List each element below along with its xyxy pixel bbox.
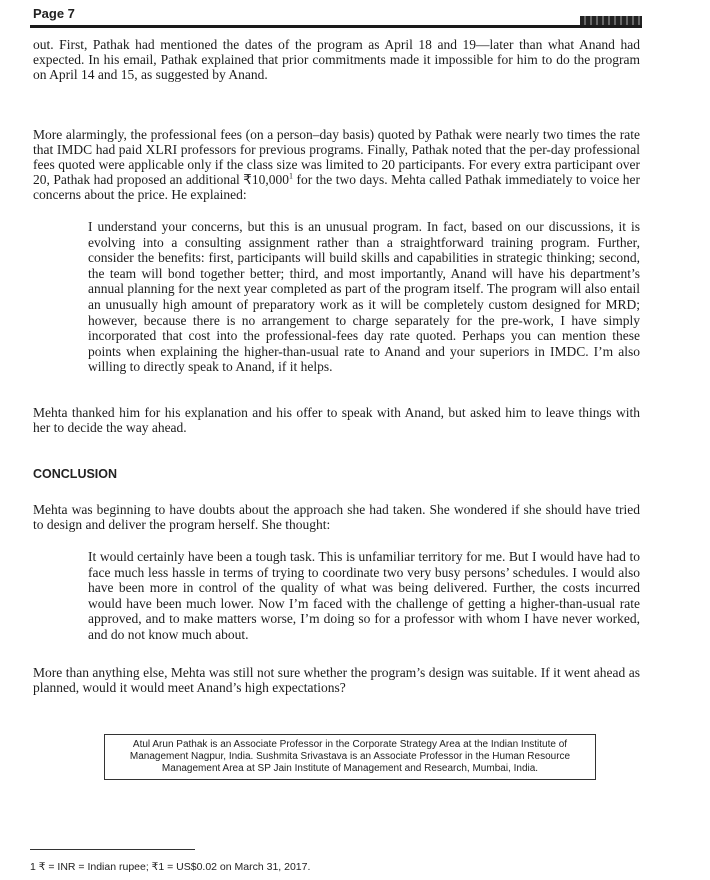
section-heading-conclusion: CONCLUSION	[33, 467, 118, 481]
paragraph-dates: out. First, Pathak had mentioned the dates of the program as April 18 and 19—later than what Anand had expected. In his email, Pathak explained that prior commitments made it impossible for him to do the program on April 14 and 15, as suggested by Anand.	[33, 37, 640, 82]
header-rule	[30, 25, 642, 28]
quote-pathak: I understand your concerns, but this is an unusual program. In fact, based on our discussions, it is evolving into a consulting assignment rather than a straightforward training program. Further, consider the benefits: first, participants will build skills and capabilities in strategic thinking; second, the team will bond together better; third, and most importantly, Anand will have his department’s annual planning for the next year completed as part of the program itself. The program will also entail an unusually high amount of preparatory work as it will be completely custom designed for MRD; however, because there is no arrangement to charge separately for the pre-work, I have simply incorporated that cost into the professional-fees day rate quoted. Perhaps you can mention these points when explaining the higher-than-usual rate to Anand and your superiors in IMDC. I’m also willing to directly speak to Anand, if it helps.	[88, 219, 640, 375]
paragraph-fees-text-end: for the two days. Mehta called Pathak immediately to voice her concerns about the price. He explained:	[33, 172, 640, 202]
paragraph-fees-text-start: More alarmingly, the professional fees (on a person–day basis) quoted by Pathak were nearly two times the rate that IMDC had paid XLRI professors for previous programs. Finally, Pathak noted that the per-day professional fees quoted were applicable only if the class size was limited to 20 participants. For every extra participant over 20, Pathak had proposed an additional ₹10,000	[33, 127, 640, 187]
footnote-rule	[30, 849, 195, 850]
paragraph-mehta-reply: Mehta thanked him for his explanation and his offer to speak with Anand, but asked him to leave things with her to decide the way ahead.	[33, 405, 640, 435]
footnote-reference: 1	[289, 171, 294, 181]
author-note-box: Atul Arun Pathak is an Associate Professor in the Corporate Strategy Area at the Indian Institute of Management Nagpur, India. Sushmita Srivastava is an Associate Professor in the Human Resource Management Area at SP Jain Institute of Management and Research, Mumbai, India.	[104, 734, 596, 780]
footnote-currency: 1 ₹ = INR = Indian rupee; ₹1 = US$0.02 on March 31, 2017.	[30, 861, 311, 873]
paragraph-doubts: Mehta was beginning to have doubts about the approach she had taken. She wondered if she should have tried to design and deliver the program herself. She thought:	[33, 502, 640, 532]
quote-mehta: It would certainly have been a tough task. This is unfamiliar territory for me. But I would have had to face much less hassle in terms of trying to coordinate two very busy persons’ schedules. I would also have been more in control of the quality of what was being delivered. Further, the costs incurred would have been much lower. Now I’m faced with the challenge of getting a higher-than-usual rate approved, and to make matters worse, I’m doing so for a professor with whom I have never worked, and do not know much about.	[88, 549, 640, 642]
paragraph-closing: More than anything else, Mehta was still not sure whether the program’s design was suitable. If it went ahead as planned, would it would meet Anand’s high expectations?	[33, 665, 640, 695]
page-number-label: Page 7	[33, 6, 75, 21]
paragraph-fees	[33, 127, 640, 202]
